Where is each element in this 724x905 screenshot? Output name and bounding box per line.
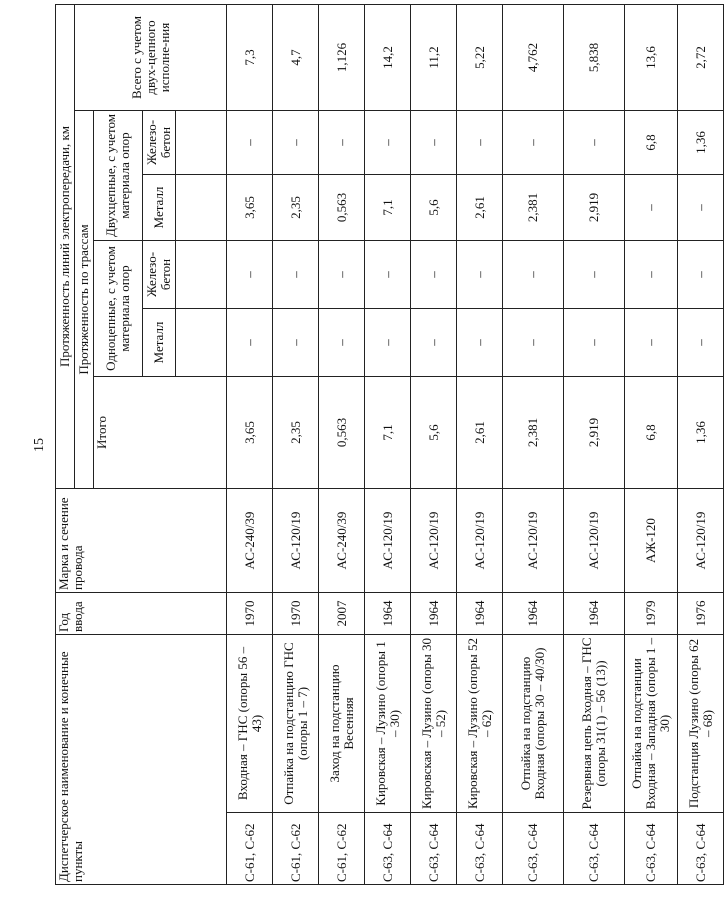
- cell-single-concrete: –: [503, 241, 564, 309]
- cell-single-concrete: –: [319, 241, 365, 309]
- header-length-group: Протяженность линий электропередачи, км: [56, 4, 75, 488]
- cell-wire: АС-120/19: [365, 489, 411, 593]
- cell-year: 1964: [365, 593, 411, 635]
- header-double: Двухцепные, с учетом материала опор: [94, 111, 143, 241]
- table-row: [273, 4, 319, 884]
- page-number: 15: [32, 438, 47, 452]
- cell-single-metal: –: [625, 309, 678, 377]
- cell-double-metal: –: [625, 175, 678, 241]
- cell-wire: АС-120/19: [273, 489, 319, 593]
- cell-overall: 5,838: [564, 4, 625, 110]
- cell-name: Отпайка на подстанции Входная – Западная (опоры 1 – 30): [625, 635, 678, 813]
- cell-overall: 13,6: [625, 4, 678, 110]
- cell-wire: АС-120/19: [678, 489, 724, 593]
- power-lines-table: [55, 4, 724, 885]
- cell-wire: АС-120/19: [457, 489, 503, 593]
- table-row: [411, 4, 457, 884]
- table-row: [319, 4, 365, 884]
- cell-single-concrete: –: [365, 241, 411, 309]
- cell-code: С-61, С-62: [227, 813, 273, 885]
- cell-total: 2,919: [564, 377, 625, 489]
- cell-single-concrete: –: [227, 241, 273, 309]
- cell-total: 2,35: [273, 377, 319, 489]
- cell-code: С-61, С-62: [319, 813, 365, 885]
- cell-overall: 7,3: [227, 4, 273, 110]
- table-row: [564, 4, 625, 884]
- cell-total: 3,65: [227, 377, 273, 489]
- cell-overall: 4,762: [503, 4, 564, 110]
- cell-double-concrete: –: [564, 111, 625, 175]
- cell-year: 1964: [564, 593, 625, 635]
- cell-year: 1964: [411, 593, 457, 635]
- cell-wire: АС-120/19: [411, 489, 457, 593]
- cell-double-metal: 7,1: [365, 175, 411, 241]
- cell-total: 2,61: [457, 377, 503, 489]
- header-name: Диспетчерское наименование и конечные пункты: [56, 635, 227, 885]
- header-route-group: Протяженность по трассам: [75, 111, 94, 489]
- table-row: [365, 4, 411, 884]
- cell-single-metal: –: [678, 309, 724, 377]
- cell-code: С-63, С-64: [411, 813, 457, 885]
- header-double-concrete: Железо-бетон: [143, 111, 176, 175]
- rotated-page: [55, 5, 715, 885]
- cell-single-concrete: –: [564, 241, 625, 309]
- cell-name: Заход на подстанцию Весенняя: [319, 635, 365, 813]
- header-spacer: [176, 309, 227, 377]
- cell-overall: 4,7: [273, 4, 319, 110]
- cell-single-concrete: –: [273, 241, 319, 309]
- cell-single-metal: –: [365, 309, 411, 377]
- header-total: Итого: [94, 377, 227, 489]
- table-row: [457, 4, 503, 884]
- cell-year: 1964: [457, 593, 503, 635]
- cell-code: С-63, С-64: [564, 813, 625, 885]
- cell-wire: АС-240/39: [319, 489, 365, 593]
- table-row: [503, 4, 564, 884]
- table-row: [227, 4, 273, 884]
- cell-year: 1979: [625, 593, 678, 635]
- cell-code: С-61, С-62: [273, 813, 319, 885]
- cell-total: 7,1: [365, 377, 411, 489]
- cell-name: Резервная цепь Входная – ГНС (опоры 31(1) – 56 (13)): [564, 635, 625, 813]
- header-spacer: [176, 175, 227, 241]
- cell-name: Входная – ГНС (опоры 56 – 43): [227, 635, 273, 813]
- cell-overall: 5,22: [457, 4, 503, 110]
- cell-double-concrete: 1,36: [678, 111, 724, 175]
- header-overall: Всего с учетом двух-цепного исполне-ния: [75, 4, 227, 110]
- cell-double-metal: 0,563: [319, 175, 365, 241]
- cell-double-metal: 2,381: [503, 175, 564, 241]
- cell-double-concrete: –: [503, 111, 564, 175]
- cell-name: Кировская – Лузино (опоры 1 – 30): [365, 635, 411, 813]
- cell-single-metal: –: [319, 309, 365, 377]
- cell-total: 1,36: [678, 377, 724, 489]
- header-year: Год ввода: [56, 593, 227, 635]
- cell-code: С-63, С-64: [365, 813, 411, 885]
- cell-overall: 14,2: [365, 4, 411, 110]
- cell-wire: АС-120/19: [564, 489, 625, 593]
- cell-double-concrete: –: [365, 111, 411, 175]
- cell-name: Подстанция Лузино (опоры 62 – 68): [678, 635, 724, 813]
- cell-double-metal: 2,35: [273, 175, 319, 241]
- cell-single-metal: –: [411, 309, 457, 377]
- header-spacer: [176, 241, 227, 309]
- cell-year: 1964: [503, 593, 564, 635]
- header-double-metal: Металл: [143, 175, 176, 241]
- cell-year: 2007: [319, 593, 365, 635]
- cell-year: 1976: [678, 593, 724, 635]
- header-wire: Марка и сечение провода: [56, 489, 227, 593]
- cell-name: Отпайка на подстанцию ГНС (опоры 1 – 7): [273, 635, 319, 813]
- cell-name: Отпайка на подстанцию Входная (опоры 30 – 40/30): [503, 635, 564, 813]
- cell-overall: 11,2: [411, 4, 457, 110]
- header-single-concrete: Железо-бетон: [143, 241, 176, 309]
- header-single-metal: Металл: [143, 309, 176, 377]
- cell-year: 1970: [273, 593, 319, 635]
- header-single: Одноцепные, с учетом материала опор: [94, 241, 143, 377]
- cell-single-concrete: –: [625, 241, 678, 309]
- cell-double-concrete: –: [411, 111, 457, 175]
- cell-year: 1970: [227, 593, 273, 635]
- cell-single-metal: –: [457, 309, 503, 377]
- cell-total: 5,6: [411, 377, 457, 489]
- cell-double-metal: 2,61: [457, 175, 503, 241]
- cell-single-concrete: –: [411, 241, 457, 309]
- cell-double-metal: 3,65: [227, 175, 273, 241]
- cell-double-concrete: –: [273, 111, 319, 175]
- cell-single-concrete: –: [678, 241, 724, 309]
- cell-single-metal: –: [273, 309, 319, 377]
- cell-total: 2,381: [503, 377, 564, 489]
- cell-code: С-63, С-64: [625, 813, 678, 885]
- cell-total: 0,563: [319, 377, 365, 489]
- cell-double-concrete: –: [227, 111, 273, 175]
- cell-name: Кировская – Лузино (опоры 52 – 62): [457, 635, 503, 813]
- cell-double-metal: –: [678, 175, 724, 241]
- cell-double-metal: 2,919: [564, 175, 625, 241]
- cell-single-metal: –: [564, 309, 625, 377]
- cell-wire: АС-120/19: [503, 489, 564, 593]
- table-row: [678, 4, 724, 884]
- cell-double-concrete: 6,8: [625, 111, 678, 175]
- cell-overall: 2,72: [678, 4, 724, 110]
- cell-code: С-63, С-64: [678, 813, 724, 885]
- cell-single-metal: –: [503, 309, 564, 377]
- cell-code: С-63, С-64: [503, 813, 564, 885]
- cell-wire: АЖ-120: [625, 489, 678, 593]
- cell-single-metal: –: [227, 309, 273, 377]
- cell-total: 6,8: [625, 377, 678, 489]
- cell-overall: 1,126: [319, 4, 365, 110]
- cell-double-metal: 5,6: [411, 175, 457, 241]
- cell-code: С-63, С-64: [457, 813, 503, 885]
- cell-name: Кировская – Лузино (опоры 30 – 52): [411, 635, 457, 813]
- cell-single-concrete: –: [457, 241, 503, 309]
- table-row: [625, 4, 678, 884]
- cell-wire: АС-240/39: [227, 489, 273, 593]
- cell-double-concrete: –: [319, 111, 365, 175]
- header-spacer: [176, 111, 227, 175]
- cell-double-concrete: –: [457, 111, 503, 175]
